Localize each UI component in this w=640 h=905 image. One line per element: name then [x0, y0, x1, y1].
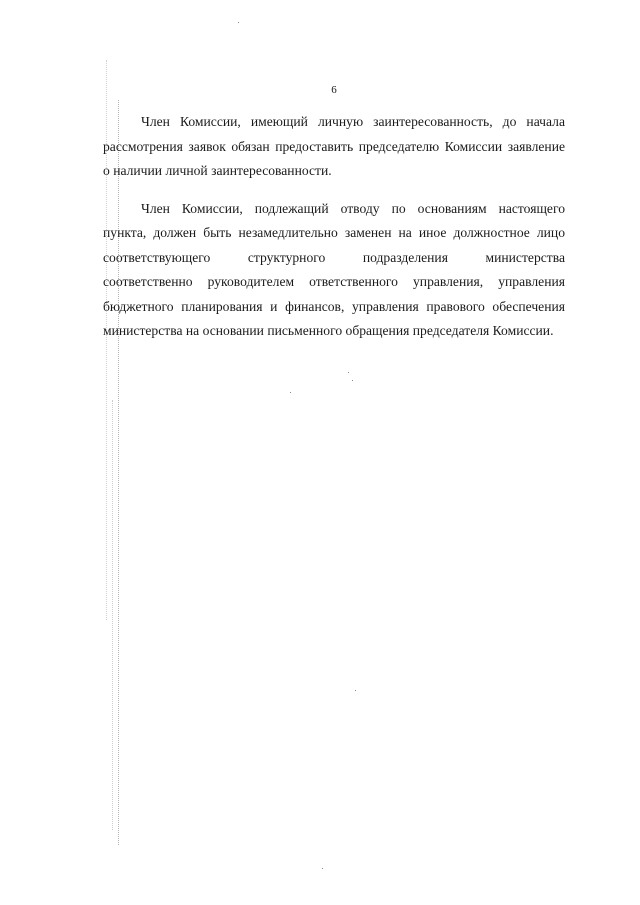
document-body — [103, 110, 565, 344]
text-line: бюджетного планирования и финансов, управления правового обеспечения — [103, 298, 565, 314]
scan-speck — [290, 392, 291, 393]
text-line: о наличии личной заинтересованности. — [103, 163, 332, 178]
scan-speck — [355, 690, 356, 691]
page-number: 6 — [331, 84, 337, 96]
scan-speck — [352, 380, 353, 381]
text-line: Член Комиссии, имеющий личную заинтересованность, до начала — [141, 114, 565, 129]
text-line: министерства на основании письменного обращения председателя Комиссии. — [103, 323, 554, 338]
text-line: рассмотрения заявок обязан предоставить председателю Комиссии заявление — [103, 138, 565, 154]
scan-speck — [238, 22, 239, 23]
text-line: соответственно руководителем ответственного управления, управления — [103, 274, 565, 289]
text-line: Член Комиссии, подлежащий отводу по основаниям настоящего — [141, 200, 565, 216]
binding-margin-line — [112, 400, 113, 830]
scan-speck — [348, 372, 349, 373]
text-line: соответствующего структурного подразделения министерства — [103, 249, 565, 265]
scan-speck — [322, 868, 323, 869]
paragraph-member-replacement — [103, 197, 565, 344]
paragraph-conflict-of-interest — [103, 110, 565, 184]
text-line: пункта, должен быть незамедлительно заменен на иное должностное лицо — [103, 225, 565, 240]
